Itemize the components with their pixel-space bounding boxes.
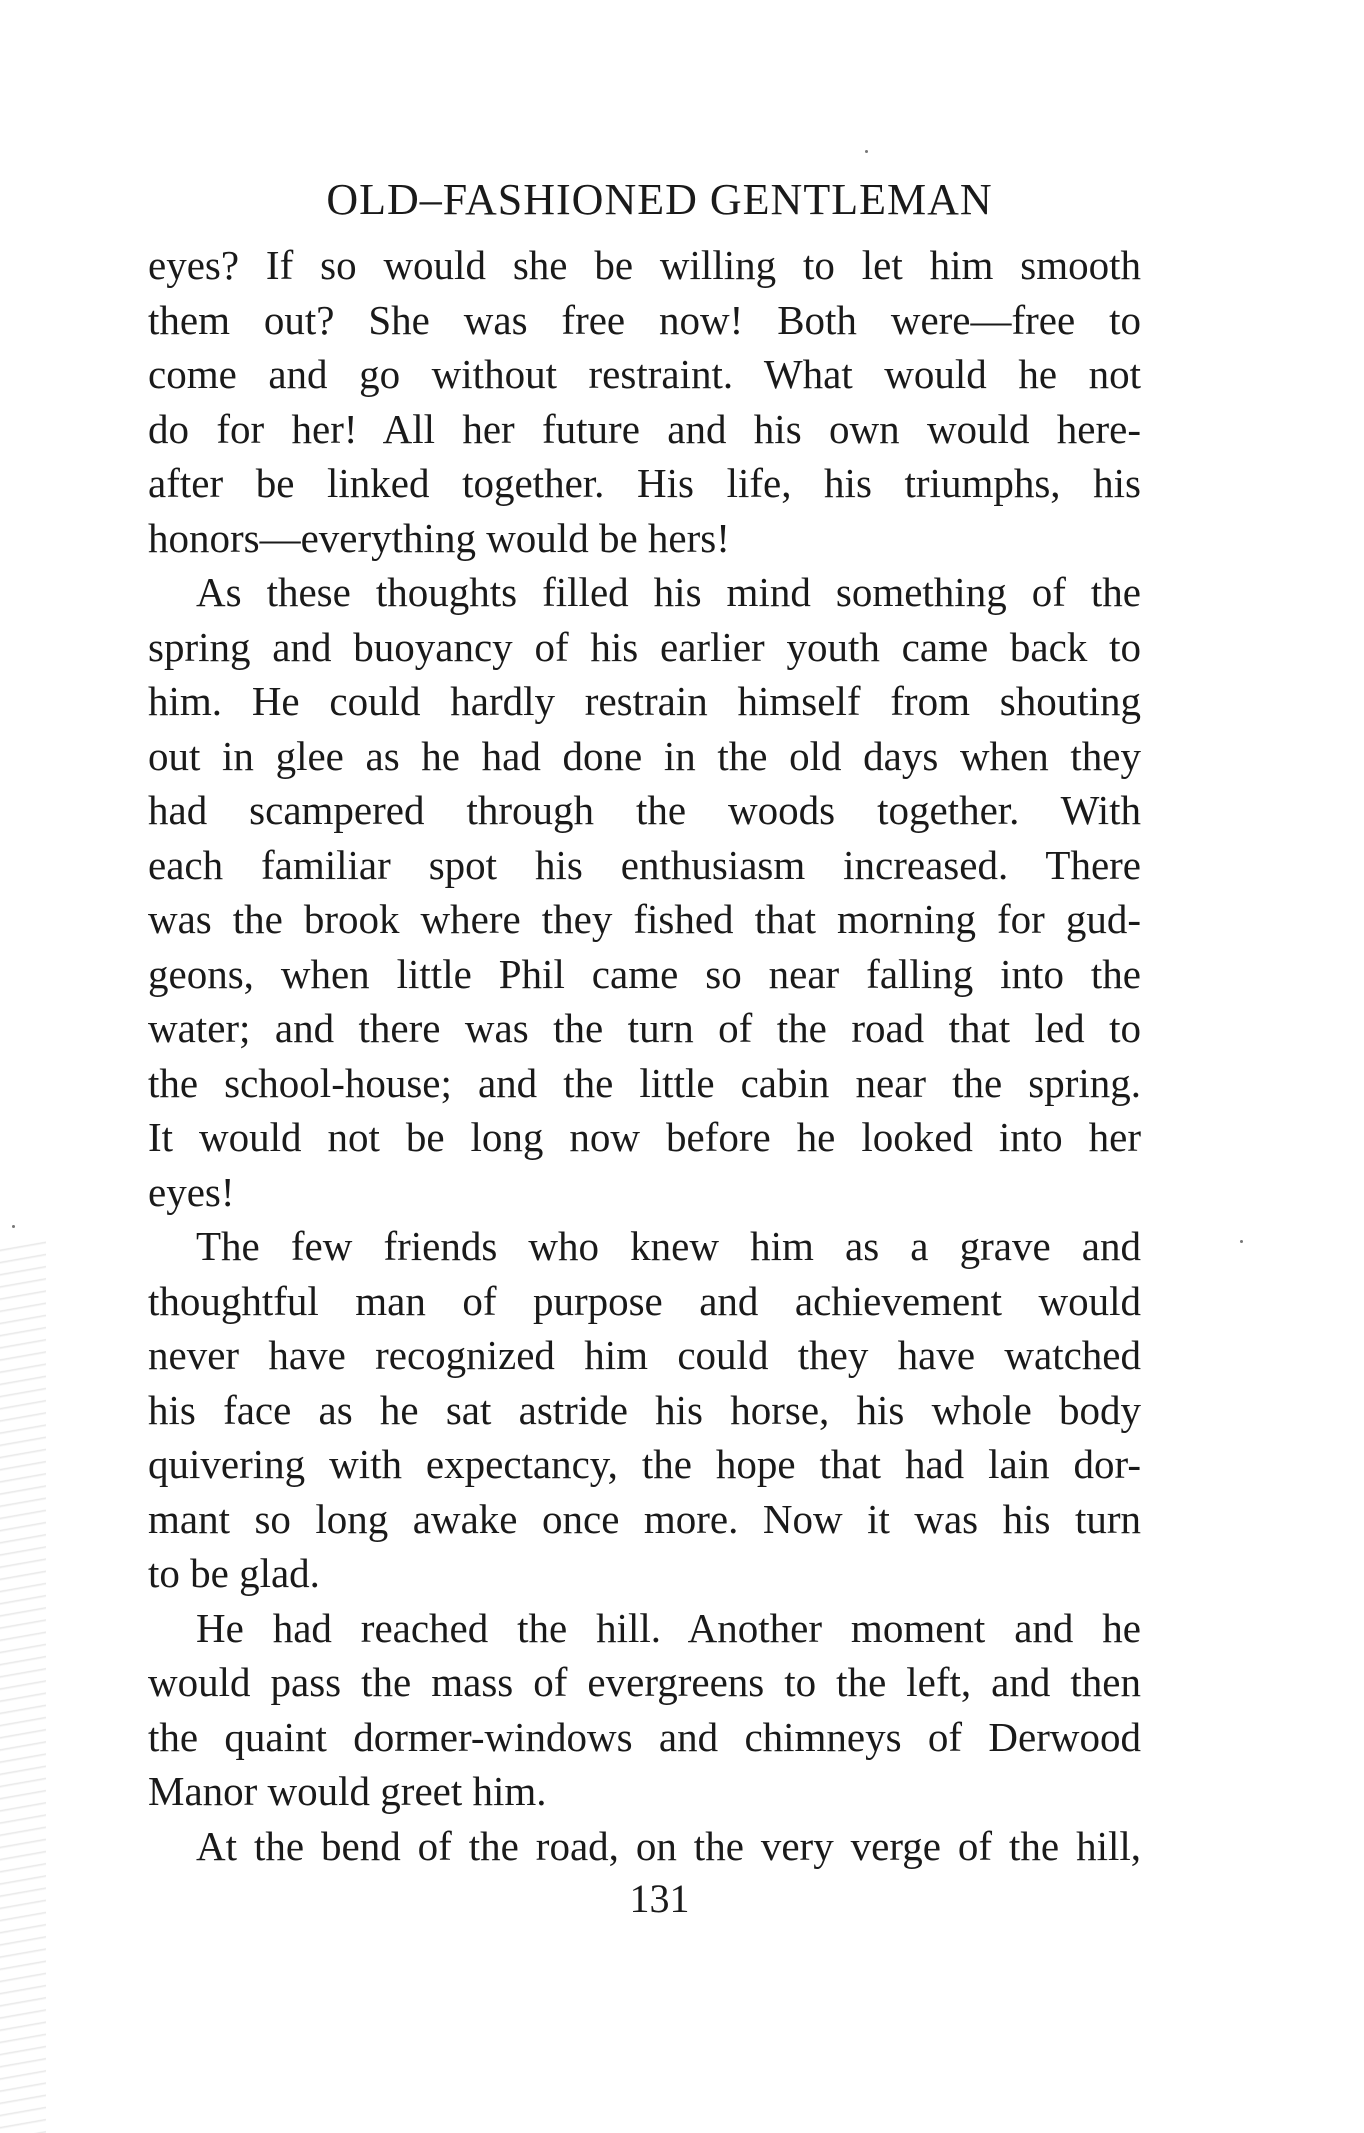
text-line: out in glee as he had done in the old days when they <box>148 732 1141 779</box>
page-edge-shadow <box>0 1240 46 2133</box>
text-line: to be glad. <box>148 1550 320 1596</box>
speck <box>865 150 868 153</box>
text-line: He had reached the hill. Another moment and he <box>196 1604 1141 1651</box>
text-line: Manor would greet him. <box>148 1768 547 1814</box>
text-line: The few friends who knew him as a grave and <box>196 1223 1141 1269</box>
text-line: quivering with expectancy, the hope that had lain dor- <box>148 1441 1141 1487</box>
speck <box>12 1225 15 1228</box>
text-line: thoughtful man of purpose and achievement would <box>148 1277 1141 1324</box>
text-line: honors—everything would be hers! <box>148 514 730 561</box>
text-line: the school-house; and the little cabin near the spring. <box>148 1059 1141 1106</box>
book-page <box>148 168 1141 1925</box>
text-line: do for her! All her future and his own would here- <box>148 405 1141 452</box>
text-line: geons, when little Phil came so near falling into the <box>148 950 1141 997</box>
text-line: water; and there was the turn of the road that led to <box>148 1005 1141 1051</box>
text-line: As these thoughts filled his mind something of the <box>196 569 1141 615</box>
paragraph-5 <box>148 1819 1141 1874</box>
text-line: them out? She was free now! Both were—free to <box>148 296 1141 343</box>
text-line: him. He could hardly restrain himself from shouting <box>148 678 1141 724</box>
paragraph-4 <box>148 1601 1141 1819</box>
text-line: It would not be long now before he looked into her <box>148 1114 1141 1160</box>
running-head: OLD–FASHIONED GENTLEMAN <box>326 175 993 224</box>
page-number: 131 <box>629 1876 690 1921</box>
text-line: his face as he sat astride his horse, his whole body <box>148 1386 1141 1433</box>
speck <box>1240 1240 1243 1243</box>
text-line: eyes? If so would she be willing to let him smooth <box>148 242 1141 288</box>
text-line: had scampered through the woods together. With <box>148 787 1141 833</box>
paragraph-1 <box>148 238 1141 565</box>
text-line: never have recognized him could they have watched <box>148 1332 1141 1378</box>
text-line: At the bend of the road, on the very verge of the hill, <box>196 1822 1141 1869</box>
text-line: would pass the mass of evergreens to the left, and then <box>148 1659 1141 1705</box>
text-line: come and go without restraint. What would he not <box>148 351 1141 397</box>
text-line: spring and buoyancy of his earlier youth came back to <box>148 623 1141 670</box>
text-line: after be linked together. His life, his triumphs, his <box>148 460 1141 506</box>
paragraph-2 <box>148 565 1141 1219</box>
text-line: was the brook where they fished that morning for gud- <box>148 896 1141 942</box>
text-line: mant so long awake once more. Now it was his turn <box>148 1495 1141 1542</box>
text-line: the quaint dormer-windows and chimneys of Derwood <box>148 1713 1141 1760</box>
paragraph-3 <box>148 1219 1141 1601</box>
text-line: each familiar spot his enthusiasm increased. There <box>148 841 1141 888</box>
text-line: eyes! <box>148 1168 235 1215</box>
